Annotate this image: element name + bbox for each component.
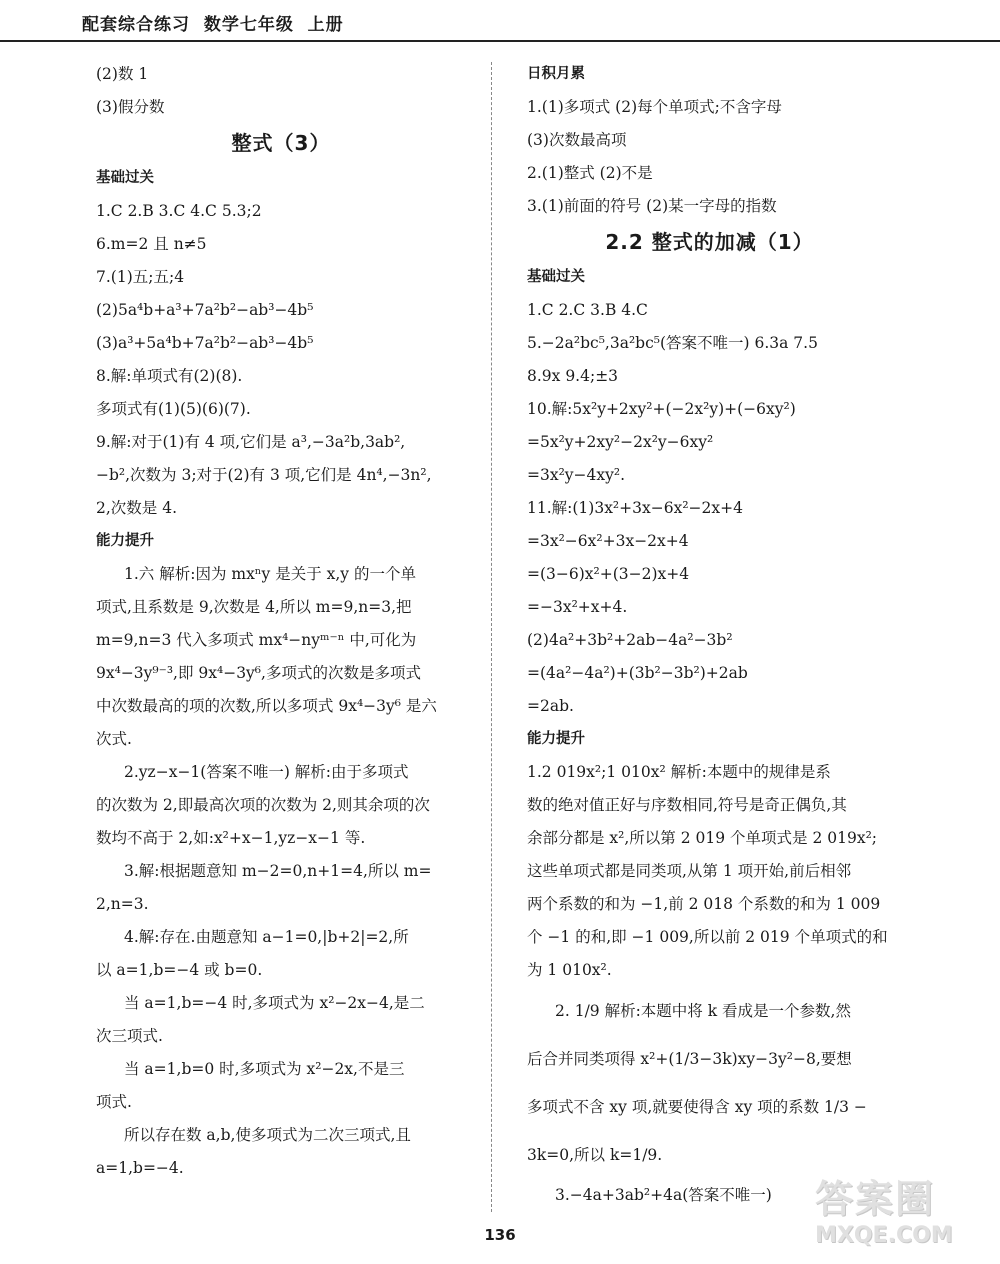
answer-line: 两个系数的和为 −1,前 2 018 个系数的和为 1 009: [527, 895, 881, 913]
answer-line: =3x²−6x²+3x−2x+4: [527, 532, 689, 550]
answer-line: 项式,且系数是 9,次数是 4,所以 m=9,n=3,把: [96, 598, 412, 616]
answer-line: 中次数最高的项的次数,所以多项式 9x⁴−3y⁶ 是六: [96, 697, 437, 715]
answer-line: 这些单项式都是同类项,从第 1 项开始,前后相邻: [527, 862, 852, 880]
subsection-heading: 基础过关: [96, 170, 154, 186]
answer-line: 1.C 2.B 3.C 4.C 5.3;2: [96, 202, 262, 220]
daily-answers: [527, 91, 892, 223]
basic-answers: [96, 195, 466, 525]
answer-line: 3k=0,所以 k=1/9.: [527, 1146, 663, 1164]
ability-answers: [96, 558, 466, 1185]
answer-line: 9.解:对于(1)有 4 项,它们是 a³,−3a²b,3ab²,: [96, 433, 406, 451]
answer-line: 余部分都是 x²,所以第 2 019 个单项式是 2 019x²;: [527, 829, 878, 847]
running-header: 配套综合练习 数学七年级 上册: [82, 15, 344, 35]
answer-line: 5.−2a²bc⁵,3a²bc⁵(答案不唯一) 6.3a 7.5: [527, 334, 818, 352]
basic-answers: [527, 294, 892, 723]
ability-answers: [527, 756, 892, 1212]
left-column: [96, 58, 466, 1185]
subsection-heading: 基础过关: [527, 269, 585, 285]
answer-line: a=1,b=−4.: [96, 1159, 184, 1177]
answer-line: =(4a²−4a²)+(3b²−3b²)+2ab: [527, 664, 748, 682]
answer-line: =−3x²+x+4.: [527, 598, 628, 616]
answer-line: 8.9x 9.4;±3: [527, 367, 619, 385]
answer-line: (2)数 1: [96, 65, 149, 83]
answer-line: 1.2 019x²;1 010x² 解析:本题中的规律是系: [527, 763, 831, 781]
answer-line: 数的绝对值正好与序数相同,符号是奇正偶负,其: [527, 796, 847, 814]
answer-line: 的次数为 2,即最高次项的次数为 2,则其余项的次: [96, 796, 430, 814]
answer-line: (3)a³+5a⁴b+7a²b²−ab³−4b⁵: [96, 334, 314, 352]
answer-line: =3x²y−4xy².: [527, 466, 626, 484]
answer-line: 2.yz−x−1(答案不唯一) 解析:由于多项式: [124, 763, 409, 781]
answer-line: 当 a=1,b=0 时,多项式为 x²−2x,不是三: [124, 1060, 405, 1078]
page-number: 136: [484, 1226, 516, 1244]
answer-line: 6.m=2 且 n≠5: [96, 235, 207, 253]
answer-line: 8.解:单项式有(2)(8).: [96, 367, 243, 385]
answer-line: 1.(1)多项式 (2)每个单项式;不含字母: [527, 98, 782, 116]
answer-line: −b²,次数为 3;对于(2)有 3 项,它们是 4n⁴,−3n²,: [96, 466, 432, 484]
answer-line: =5x²y+2xy²−2x²y−6xy²: [527, 433, 714, 451]
answer-line: 个 −1 的和,即 −1 009,所以前 2 019 个单项式的和: [527, 928, 888, 946]
answer-line: 所以存在数 a,b,使多项式为二次三项式,且: [124, 1126, 411, 1144]
right-column: [527, 58, 892, 1212]
answer-line: 3.解:根据题意知 m−2=0,n+1=4,所以 m=: [124, 862, 432, 880]
answer-line: 以 a=1,b=−4 或 b=0.: [96, 961, 263, 979]
subsection-heading: 日积月累: [527, 66, 585, 82]
answer-line: 9x⁴−3y⁹⁻³,即 9x⁴−3y⁶,多项式的次数是多项式: [96, 664, 421, 682]
answer-line: 为 1 010x².: [527, 961, 612, 979]
answer-line: 当 a=1,b=−4 时,多项式为 x²−2x−4,是二: [124, 994, 425, 1012]
answer-line: 1.六 解析:因为 mxⁿy 是关于 x,y 的一个单: [124, 565, 416, 583]
answer-line: 多项式有(1)(5)(6)(7).: [96, 400, 251, 418]
answer-line: =2ab.: [527, 697, 574, 715]
answer-line: 4.解:存在.由题意知 a−1=0,|b+2|=2,所: [124, 928, 409, 946]
answer-line: 7.(1)五;五;4: [96, 268, 185, 286]
watermark-url: MXQE.COM: [815, 1223, 953, 1248]
answer-line: =(3−6)x²+(3−2)x+4: [527, 565, 690, 583]
answer-line: 数均不高于 2,如:x²+x−1,yz−x−1 等.: [96, 829, 366, 847]
answer-line: 项式.: [96, 1093, 132, 1111]
answer-line: 1.C 2.C 3.B 4.C: [527, 301, 648, 319]
answer-line: (3)次数最高项: [527, 131, 627, 149]
answer-line: (2)4a²+3b²+2ab−4a²−3b²: [527, 631, 733, 649]
answer-line: (2)5a⁴b+a³+7a²b²−ab³−4b⁵: [96, 301, 314, 319]
header-rule: [0, 40, 1000, 42]
answer-line: 11.解:(1)3x²+3x−6x²−2x+4: [527, 499, 743, 517]
answer-line: 2.(1)整式 (2)不是: [527, 164, 653, 182]
section-title: 整式（3）: [231, 131, 331, 155]
answer-line: 次三项式.: [96, 1027, 163, 1045]
answer-line: 次式.: [96, 730, 132, 748]
answer-line: m=9,n=3 代入多项式 mx⁴−nyᵐ⁻ⁿ 中,可化为: [96, 631, 417, 649]
section-title: 2.2 整式的加减（1）: [605, 230, 814, 254]
answer-line: 2. 1/9 解析:本题中将 k 看成是一个参数,然: [555, 1002, 851, 1020]
answer-line: 2,次数是 4.: [96, 499, 178, 517]
subsection-heading: 能力提升: [527, 731, 585, 747]
answer-line: (3)假分数: [96, 98, 165, 116]
answer-line: 2,n=3.: [96, 895, 149, 913]
watermark-logo: 答案圈: [815, 1177, 936, 1221]
answer-line: 10.解:5x²y+2xy²+(−2x²y)+(−6xy²): [527, 400, 796, 418]
answer-line: 多项式不含 xy 项,就要使得含 xy 项的系数 1/3 −: [527, 1098, 867, 1116]
subsection-heading: 能力提升: [96, 533, 154, 549]
answer-line: 3.−4a+3ab²+4a(答案不唯一): [555, 1186, 772, 1204]
answer-line: 3.(1)前面的符号 (2)某一字母的指数: [527, 197, 777, 215]
answer-line: 后合并同类项得 x²+(1/3−3k)xy−3y²−8,要想: [527, 1050, 852, 1068]
watermark: [815, 1168, 985, 1258]
column-divider: [491, 62, 492, 1212]
